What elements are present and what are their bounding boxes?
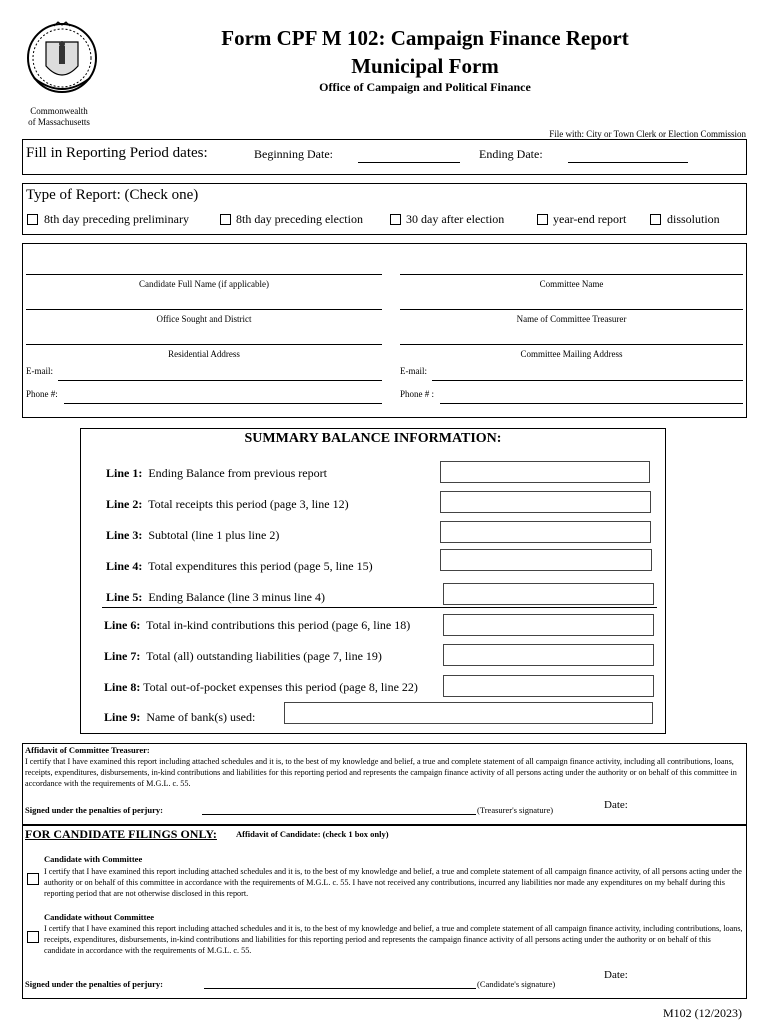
summary-line-3 [106,528,279,543]
beginning-date-label: Beginning Date: [254,147,333,161]
line-1-input[interactable] [440,461,650,483]
line-2-input[interactable] [440,491,651,513]
beginning-date-field[interactable] [358,162,460,163]
option-30-day-after: 30 day after election [406,212,505,226]
seal-caption-line1: Commonwealth [30,106,88,116]
treasurer-affidavit-title: Affidavit of Committee Treasurer: [25,745,150,755]
line-2-text: Total receipts this period (page 3, line 12) [148,497,349,511]
candidate-name-field[interactable] [26,274,382,275]
with-committee-title: Candidate with Committee [44,854,143,864]
without-committee-title: Candidate without Committee [44,912,155,922]
line-3-input[interactable] [440,521,651,543]
with-committee-body: I certify that I have examined this report including attached schedules and it is, to the best of my knowledge and belief, a true and complete statement of all campaign finance activity, of all persons acting under the authority or on behalf of this committee in accordance with the requirements of M.G.L. c. 55. I have not received any contributions, incurred any liabilities nor made any expenditures on my behalf during this reporting period that are not otherwise disclosed in this report. [44,867,742,898]
line-3-text: Subtotal (line 1 plus line 2) [148,528,280,542]
summary-line-8 [104,680,418,695]
seal-graphic [24,18,100,100]
candidate-name-label: Candidate Full Name (if applicable) [139,279,269,289]
committee-phone-label: Phone # : [400,389,435,399]
report-type-label: Type of Report: (Check one) [26,187,199,203]
treasurer-name-field[interactable] [400,309,743,310]
seal-caption [14,106,104,128]
line-6-input[interactable] [443,614,654,636]
checkbox-8th-day-preliminary[interactable] [27,214,38,225]
committee-name-field[interactable] [400,274,743,275]
checkbox-dissolution[interactable] [650,214,661,225]
option-dissolution: dissolution [667,212,720,226]
ending-date-label: Ending Date: [479,147,543,161]
candidate-signature-field[interactable] [204,988,476,989]
line-5-divider [102,607,657,608]
checkbox-8th-day-election[interactable] [220,214,231,225]
summary-line-4 [106,559,373,574]
line-7-num: Line 7: [104,649,141,663]
line-9-num: Line 9: [104,710,141,724]
identity-box [22,243,747,418]
line-9-input[interactable] [284,702,653,724]
file-with-note: File with: City or Town Clerk or Election Commission [549,129,746,139]
checkbox-year-end[interactable] [537,214,548,225]
summary-title: SUMMARY BALANCE INFORMATION: [244,431,502,446]
line-6-text: Total in-kind contributions this period (page 6, line 18) [146,618,411,632]
committee-phone-field[interactable] [440,403,743,404]
line-9-text: Name of bank(s) used: [146,710,256,724]
option-8th-day-election: 8th day preceding election [236,212,363,226]
summary-line-7 [104,649,382,664]
candidate-email-label: E-mail: [26,366,53,376]
ending-date-field[interactable] [568,162,688,163]
committee-name-label: Committee Name [539,279,604,289]
form-title-line1: Form CPF M 102: Campaign Finance Report [221,26,629,50]
line-8-text: Total out-of-pocket expenses this period (page 8, line 22) [143,680,418,694]
checkbox-30-day-after[interactable] [390,214,401,225]
summary-line-5 [106,590,325,605]
line-3-num: Line 3: [106,528,143,542]
treasurer-name-label: Name of Committee Treasurer [516,314,627,324]
treasurer-affidavit-body: I certify that I have examined this report including attached schedules and it is, to the best of my knowledge and belief, a true and complete statement of all campaign finance activity, including all contributions, loans, receipts, expenditures, disbursements, in-kind contributions and liabilities for this reporting period and represents the campaign finance activity of all persons acting under the authority or on behalf of this committee in accordance with the requirements of M.G.L. c. 55. [25,757,737,788]
line-4-text: Total expenditures this period (page 5, line 15) [148,559,373,573]
seal-caption-line2: of Massachusetts [28,117,90,127]
summary-line-9 [104,710,255,725]
line-5-num: Line 5: [106,590,143,604]
residential-address-field[interactable] [26,344,382,345]
line-8-num: Line 8: [104,680,141,694]
line-6-num: Line 6: [104,618,141,632]
candidate-signature-caption: (Candidate's signature) [477,979,556,989]
line-1-text: Ending Balance from previous report [148,466,327,480]
treasurer-signature-caption: (Treasurer's signature) [477,805,554,815]
line-5-input[interactable] [443,583,654,605]
summary-line-6 [104,618,410,633]
candidate-date-label: Date: [604,969,628,981]
checkbox-without-committee[interactable] [27,931,39,943]
candidate-signed-label: Signed under the penalties of perjury: [25,979,163,989]
office-label: Office Sought and District [156,314,252,324]
form-id: M102 (12/2023) [663,1006,742,1020]
summary-line-2 [106,497,349,512]
line-7-input[interactable] [443,644,654,666]
form-title-line2: Municipal Form [351,54,499,78]
office-field[interactable] [26,309,382,310]
mailing-address-label: Committee Mailing Address [520,349,623,359]
residential-address-label: Residential Address [168,349,240,359]
treasurer-signed-label: Signed under the penalties of perjury: [25,805,163,815]
line-8-input[interactable] [443,675,654,697]
line-1-num: Line 1: [106,466,143,480]
committee-email-label: E-mail: [400,366,427,376]
line-2-num: Line 2: [106,497,143,511]
state-seal [24,18,100,100]
candidate-phone-field[interactable] [64,403,382,404]
line-4-num: Line 4: [106,559,143,573]
mailing-address-field[interactable] [400,344,743,345]
line-4-input[interactable] [440,549,652,571]
option-8th-day-preliminary: 8th day preceding preliminary [44,212,189,226]
committee-email-field[interactable] [432,380,743,381]
form-subtitle: Office of Campaign and Political Finance [319,80,531,94]
period-label: Fill in Reporting Period dates: [26,145,208,161]
without-committee-body: I certify that I have examined this report including attached schedules and it is, to the best of my knowledge and belief, a true and complete statement of all campaign finance activity, including contributions, loans, receipts, expenditures, disbursements, in-kind contributions and liabilities for this reporting period and represents the campaign finance activity of all persons acting under the authority or on behalf of this candidate in accordance with the requirements of M.G.L. c. 55. [44,924,743,955]
summary-line-1 [106,466,327,481]
form-title [110,24,740,80]
treasurer-signature-field[interactable] [202,814,476,815]
candidate-affidavit-subheading: Affidavit of Candidate: (check 1 box only) [236,829,389,839]
candidate-phone-label: Phone #: [26,389,58,399]
checkbox-with-committee[interactable] [27,873,39,885]
candidate-filings-heading: FOR CANDIDATE FILINGS ONLY: [25,827,217,841]
option-year-end: year-end report [553,212,627,226]
line-7-text: Total (all) outstanding liabilities (page 7, line 19) [146,649,382,663]
candidate-email-field[interactable] [58,380,382,381]
treasurer-date-label: Date: [604,799,628,811]
line-5-text: Ending Balance (line 3 minus line 4) [148,590,325,604]
